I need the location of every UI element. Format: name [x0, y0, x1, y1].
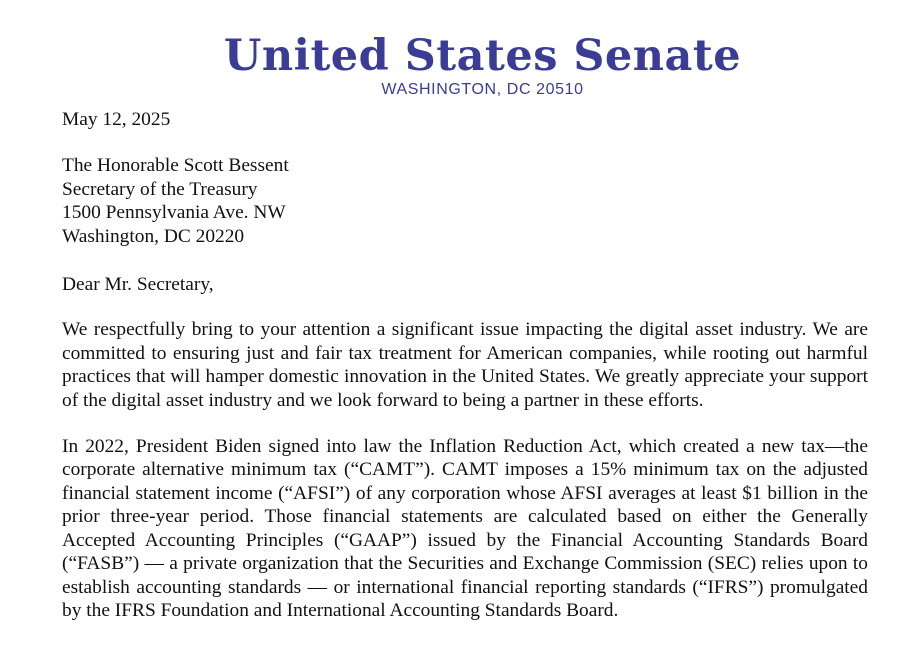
paragraph-camt: In 2022, President Biden signed into law the Inflation Reduction Act, which created a new tax—the corporate alternative minimum tax (“CAMT”). CAMT imposes a 15% minimum tax on the adjusted financial statement income (“AFSI”) of any corporation whose AFSI averages at least $1 billion in the prior three-year period. Those financial statements are calculated based on either the Generally Accepted Accounting Principles (“GAAP”) issued by the Financial Accounting Standards Board (“FASB”) — a private organization that the Securities and Exchange Commission (SEC) relies upon to establish accounting standards — or international financial reporting standards (“IFRS”) promulgated by the IFRS Foundation and International Accounting Standards Board.	[62, 436, 868, 621]
senate-title: United States Senate	[223, 31, 742, 81]
recipient-title: Secretary of the Treasury	[62, 178, 258, 200]
paragraph-intro: We respectfully bring to your attention a significant issue impacting the digital asset industry. We are committed to ensuring just and fair tax treatment for American companies, while rooting out harmful practices that will hamper domestic innovation in the United States. We greatly appreciate your support of the digital asset industry and we look forward to being a partner in these efforts.	[62, 319, 868, 411]
letterhead	[0, 30, 920, 100]
recipient-name: The Honorable Scott Bessent	[62, 155, 289, 177]
recipient-address	[62, 154, 868, 248]
letter-body	[62, 108, 868, 622]
recipient-street: 1500 Pennsylvania Ave. NW	[62, 202, 286, 224]
letter-date: May 12, 2025	[62, 109, 171, 130]
recipient-city: Washington, DC 20220	[62, 225, 245, 247]
senate-city: WASHINGTON, DC 20510	[381, 81, 584, 98]
salutation: Dear Mr. Secretary,	[62, 274, 214, 296]
